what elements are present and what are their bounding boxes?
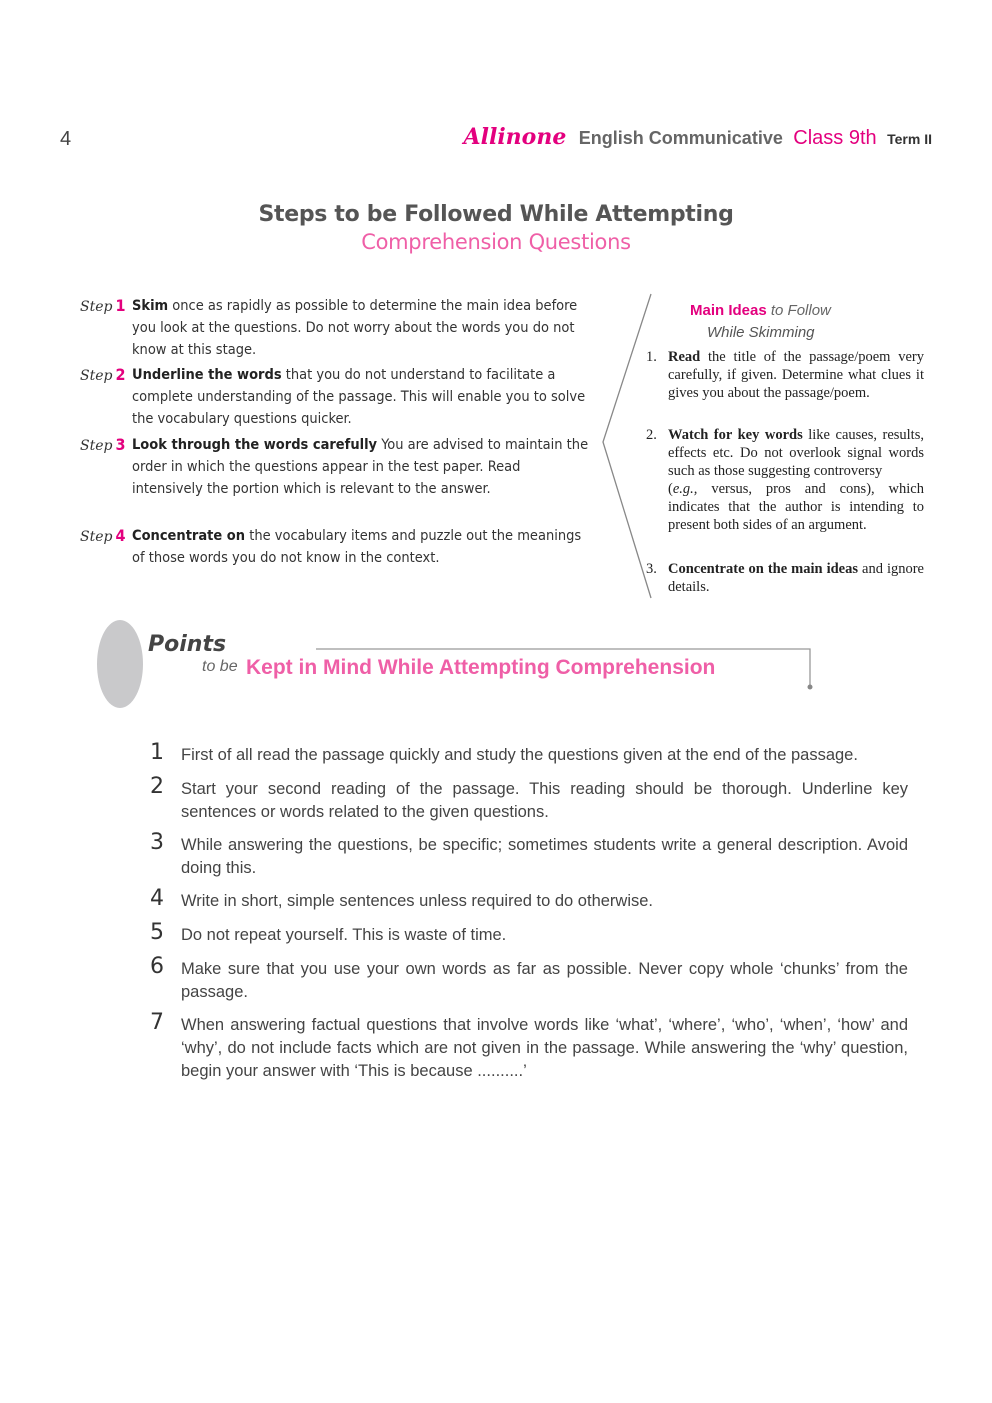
- main-idea-key: Concentrate on the main ideas: [668, 561, 858, 577]
- step-text: once as rapidly as possible to determine the main idea before you look at the questions. Do not worry about the words you do not know at this stage.: [132, 298, 578, 358]
- step-item: [80, 295, 590, 361]
- main-idea-eg: e.g.,: [672, 481, 698, 497]
- step-item: [80, 434, 590, 500]
- main-idea-paren: (: [668, 481, 673, 497]
- main-idea-key: Watch for key words: [668, 427, 803, 443]
- point-text: Make sure that you use your own words as far as possible. Never copy whole ‘chunks’ from the passage.: [181, 960, 908, 1001]
- point-number: 1: [150, 740, 164, 765]
- step-key: Skim: [132, 298, 169, 314]
- points-heading: Kept in Mind While Attempting Comprehension: [246, 656, 716, 679]
- main-idea-text: and ignore details.: [668, 561, 924, 595]
- main-idea-item: [646, 348, 924, 402]
- point-item: [150, 920, 908, 947]
- main-idea-text: like causes, results, effects etc. Do not overlook signal words such as those suggesting controversy: [668, 427, 924, 479]
- point-text: Start your second reading of the passage. This reading should be thorough. Underline key sentences or words related to the given questions.: [181, 780, 908, 821]
- brand-logo-all: All: [463, 124, 498, 150]
- running-header: [464, 124, 932, 150]
- brand-logo-one: one: [521, 124, 567, 150]
- main-idea-key: Read: [668, 349, 701, 365]
- point-item: [150, 774, 908, 824]
- point-number: 4: [150, 886, 164, 911]
- points-to-be: to be: [202, 658, 238, 675]
- brand-logo-in: in: [497, 124, 522, 150]
- section-subtitle: Comprehension Questions: [361, 230, 631, 254]
- point-number: 2: [150, 774, 164, 799]
- step-word: Step: [80, 299, 113, 315]
- step-key: Underline the words: [132, 367, 282, 383]
- main-idea-number: 3.: [646, 561, 657, 577]
- point-item: [150, 830, 908, 880]
- class-label: Class 9th: [793, 127, 877, 149]
- points-oval-decoration: [97, 620, 143, 708]
- step-text: You are advised to maintain the order in which the questions appear in the test paper. Read intensively the portion which is relevant to the answer.: [132, 437, 589, 497]
- step-word: Step: [80, 529, 113, 545]
- main-idea-number: 2.: [646, 427, 657, 443]
- step-item: [80, 525, 590, 569]
- main-idea-text-cont: versus, pros and cons), which indicates that the author is intending to present both sides of an argument.: [668, 481, 924, 533]
- step-key: Concentrate on: [132, 528, 246, 544]
- point-item: [150, 1010, 908, 1083]
- point-number: 7: [150, 1010, 164, 1035]
- main-ideas-title-line2: While Skimming: [707, 324, 815, 341]
- point-text: When answering factual questions that involve words like ‘what’, ‘where’, ‘who’, ‘when’, ‘how’ and ‘why’, do not include facts which are not given in the passage. While answering the ‘why’ question, begin your answer with ‘This is because ..........’: [181, 1016, 908, 1080]
- point-text: Do not repeat yourself. This is waste of time.: [181, 926, 507, 944]
- main-ideas-title: [690, 302, 831, 319]
- point-text: Write in short, simple sentences unless required to do otherwise.: [181, 892, 654, 910]
- point-item: [150, 740, 908, 767]
- step-text: the vocabulary items and puzzle out the meanings of those words you do not know in the context.: [132, 528, 582, 566]
- step-number: 4: [115, 526, 126, 545]
- step-key: Look through the words carefully: [132, 437, 378, 453]
- points-heading-rule: [312, 645, 822, 695]
- point-item: [150, 886, 908, 913]
- step-word: Step: [80, 438, 113, 454]
- point-item: [150, 954, 908, 1004]
- step-number: 2: [115, 365, 126, 384]
- point-number: 5: [150, 920, 164, 945]
- main-idea-text: the title of the passage/poem very carefully, if given. Determine what clues it gives you about the passage/poem.: [668, 349, 924, 401]
- subject-label: English Communicative: [578, 128, 783, 148]
- term-label: Term II: [887, 131, 932, 147]
- points-word: Points: [148, 632, 227, 657]
- main-ideas-title-bold: Main Ideas: [690, 302, 767, 319]
- main-idea-item: [646, 426, 924, 534]
- page-number: 4: [60, 128, 72, 150]
- point-text: While answering the questions, be specific; sometimes students write a general description. Avoid doing this.: [181, 836, 908, 877]
- step-word: Step: [80, 368, 113, 384]
- step-number: 3: [115, 435, 126, 454]
- main-ideas-title-italic: to Follow: [766, 302, 831, 319]
- point-text: First of all read the passage quickly and study the questions given at the end of the passage.: [181, 746, 858, 764]
- step-text: that you do not understand to facilitate a complete understanding of the passage. This will enable you to solve the vocabulary questions quicker.: [132, 367, 586, 427]
- step-number: 1: [115, 296, 126, 315]
- point-number: 3: [150, 830, 164, 855]
- main-idea-item: [646, 560, 924, 596]
- section-title: Steps to be Followed While Attempting: [258, 202, 734, 227]
- main-idea-number: 1.: [646, 349, 657, 365]
- point-number: 6: [150, 954, 164, 979]
- step-item: [80, 364, 590, 430]
